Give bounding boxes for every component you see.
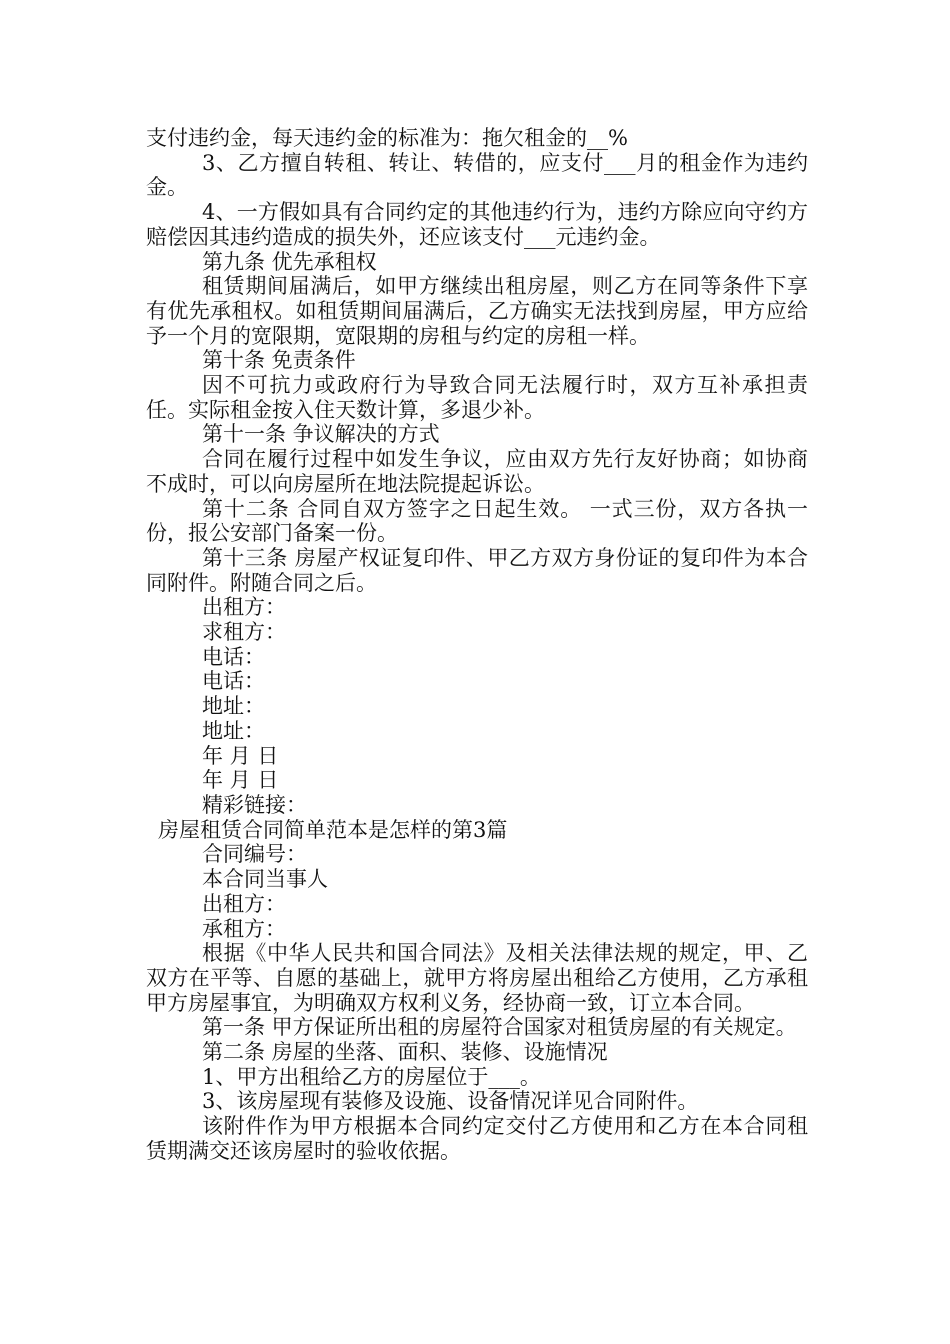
section-heading: 第十一条 争议解决的方式 xyxy=(202,422,440,447)
paragraph: 合同在履行过程中如发生争议，应由双方先行友好协商；如协商不成时，可以向房屋所在地法院提起诉讼。 xyxy=(146,447,808,496)
signature-field: 地址： xyxy=(202,694,265,719)
signature-field: 地址： xyxy=(202,718,265,743)
paragraph: 因不可抗力或政府行为导致合同无法履行时，双方互补承担责任。实际租金按入住天数计算，多退少补。 xyxy=(146,373,808,422)
paragraph: 支付违约金，每天违约金的标准为：拖欠租金的__% xyxy=(146,126,628,150)
date-field: 年 月 日 xyxy=(202,743,279,768)
signature-field: 电话： xyxy=(202,669,265,694)
paragraph: 租赁期间届满后，如甲方继续出租房屋，则乙方在同等条件下享有优先承租权。如租赁期间届满后，乙方确实无法找到房屋，甲方应给予一个月的宽限期，宽限期的房租与约定的房租一样。 xyxy=(146,274,808,348)
signature-field: 电话： xyxy=(202,644,265,669)
section-heading: 第二条 房屋的坐落、面积、装修、设施情况 xyxy=(202,1040,608,1065)
contract-number-field: 合同编号： xyxy=(202,842,307,867)
signature-field: 出租方： xyxy=(202,595,286,620)
paragraph: 4、一方假如具有合同约定的其他违约行为，违约方除应向守约方赔偿因其违约造成的损失外，还应该支付___元违约金。 xyxy=(146,200,808,249)
paragraph: 1、甲方出租给乙方的房屋位于___。 xyxy=(202,1064,541,1089)
party-field: 出租方： xyxy=(202,891,286,916)
section-heading: 第十条 免责条件 xyxy=(202,348,356,373)
date-field: 年 月 日 xyxy=(202,768,279,793)
paragraph: 第十二条 合同自双方签字之日起生效。 一式三份，双方各执一份，报公安部门备案一份。 xyxy=(146,496,808,546)
paragraph: 该附件作为甲方根据本合同约定交付乙方使用和乙方在本合同租赁期满交还该房屋时的验收依据。 xyxy=(146,1114,808,1163)
links-label: 精彩链接： xyxy=(202,792,307,817)
section-heading: 第九条 优先承租权 xyxy=(202,249,377,274)
paragraph: 3、乙方擅自转租、转让、转借的，应支付___月的租金作为违约金。 xyxy=(146,150,808,200)
paragraph: 3、该房屋现有装修及设施、设备情况详见合同附件。 xyxy=(202,1089,699,1114)
paragraph: 第一条 甲方保证所出租的房屋符合国家对租赁房屋的有关规定。 xyxy=(202,1015,797,1040)
signature-field: 求租方： xyxy=(202,620,286,645)
document-subtitle: 房屋租赁合同简单范本是怎样的第3篇 xyxy=(158,817,508,842)
document-page xyxy=(146,126,808,1164)
paragraph: 根据《中华人民共和国合同法》及相关法律法规的规定，甲、乙双方在平等、自愿的基础上，就甲方将房屋出租给乙方使用，乙方承租甲方房屋事宜，为明确双方权利义务，经协商一致，订立本合同。 xyxy=(146,941,808,1015)
paragraph: 第十三条 房屋产权证复印件、甲乙方双方身份证的复印件为本合同附件。附随合同之后。 xyxy=(146,545,808,595)
party-field: 承租方： xyxy=(202,916,286,941)
paragraph: 本合同当事人 xyxy=(202,867,328,892)
